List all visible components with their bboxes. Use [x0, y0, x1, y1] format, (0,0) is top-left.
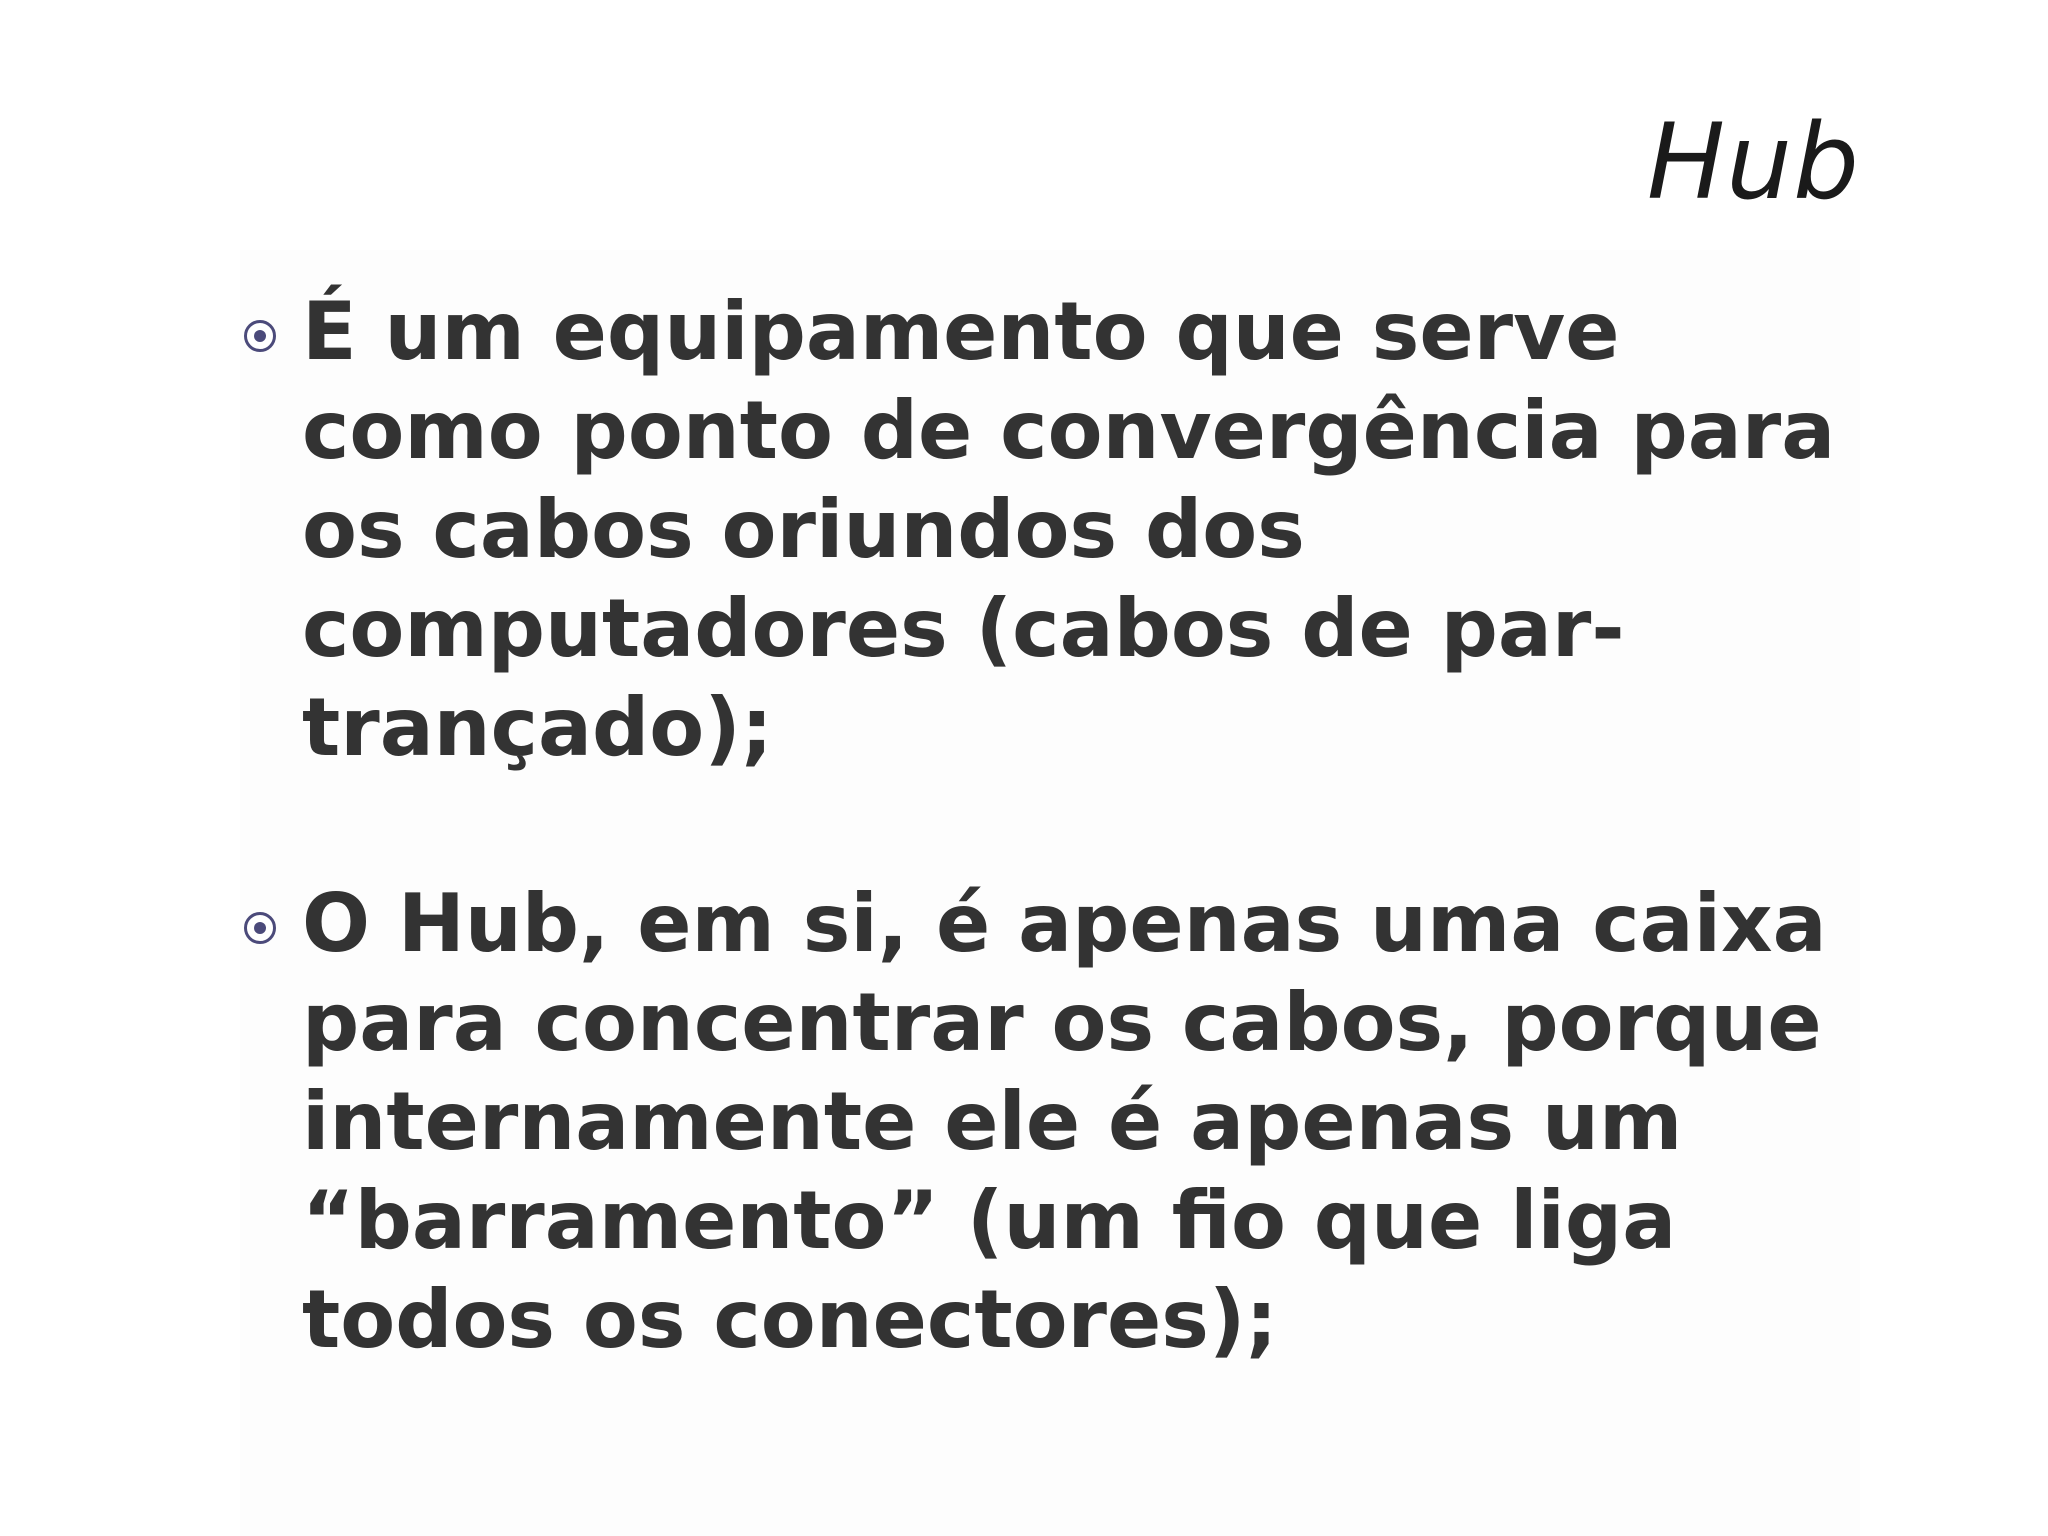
bullet-item-equipment — [240, 282, 1860, 777]
bullet-list — [240, 282, 1860, 1466]
slide-title: Hub — [1646, 101, 1860, 223]
circle-dot-bullet-icon — [244, 912, 276, 944]
bullet-item-box — [240, 874, 1860, 1369]
bullet-text: O Hub, em si, é apenas uma caixa para concentrar os cabos, porque internamente ele é apenas um “barramento” (um fio que liga todos os conectores); — [302, 877, 1827, 1366]
bullet-text: É um equipamento que serve como ponto de convergência para os cabos oriundos dos computadores (cabos de par-trançado); — [302, 285, 1836, 774]
circle-dot-bullet-icon — [244, 320, 276, 352]
